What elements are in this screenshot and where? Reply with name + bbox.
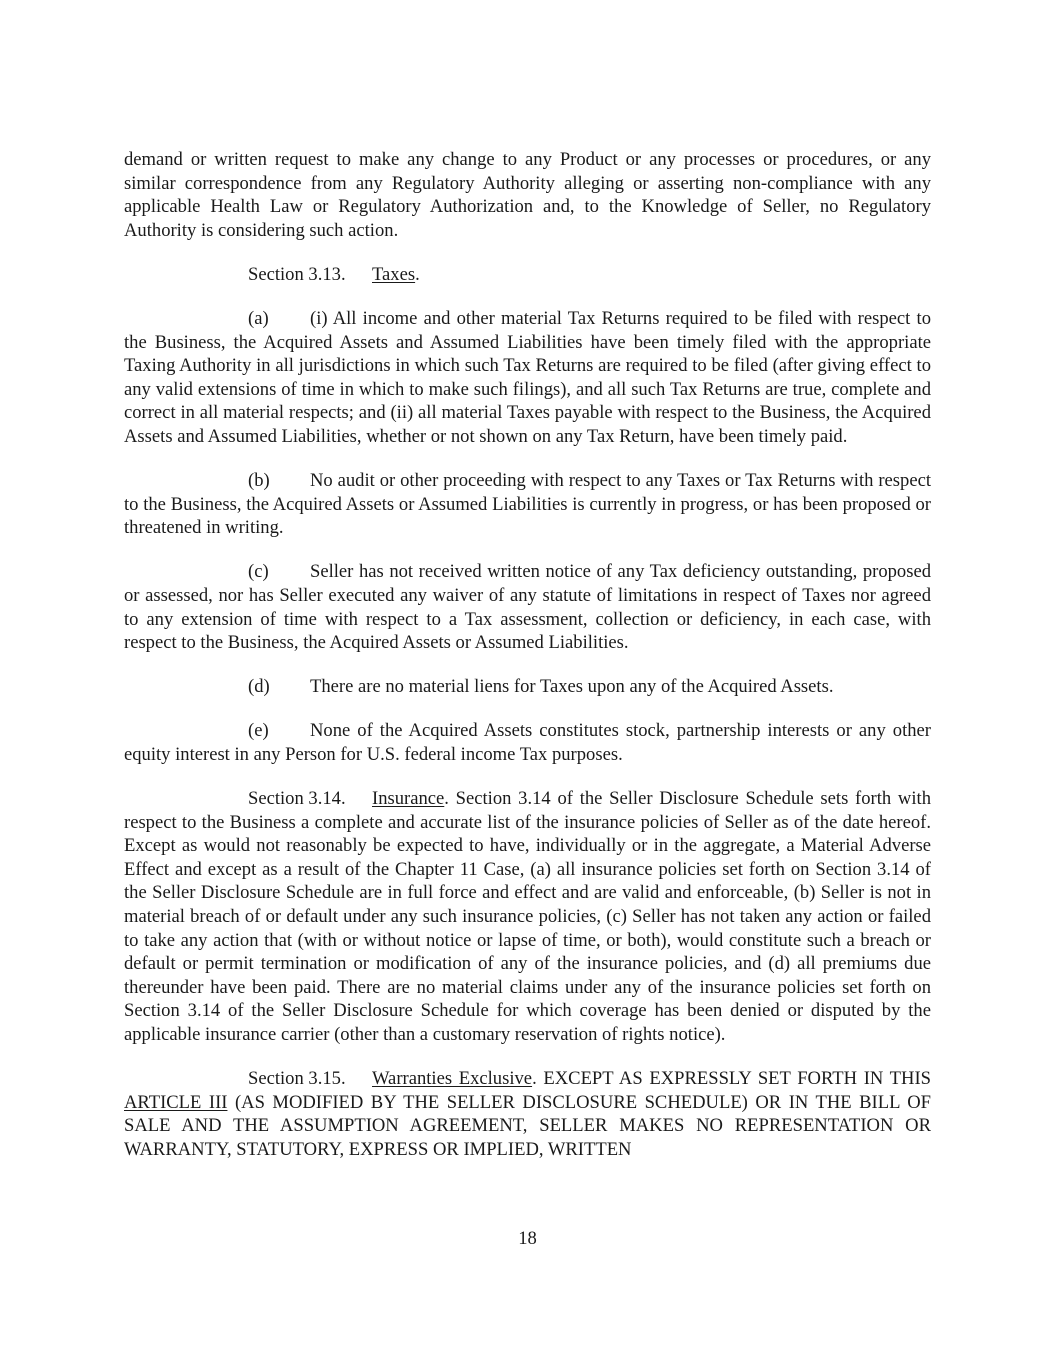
- item-text: (i) All income and other material Tax Returns required to be filed with respect to the Business, the Acquired Assets and Assumed Liabilities have been timely filed with the appropriate Taxing Authority in all jurisdictions in which such Tax Returns are required to be filed (after giving effect to any valid extensions of time in which to make such filings), and all such Tax Returns are true, complete and correct in all material respects; and (ii) all material Taxes payable with respect to the Business, the Acquired Assets and Assumed Liabilities, whether or not shown on any Tax Return, have been timely paid.: [124, 307, 931, 447]
- section-number: Section 3.13.: [248, 263, 346, 285]
- document-page: [124, 148, 931, 1182]
- item-text: None of the Acquired Assets constitutes stock, partnership interests or any other equity interest in any Person for U.S. federal income Tax purposes.: [124, 720, 931, 765]
- taxes-item-e: [124, 719, 931, 766]
- section-title: Insurance: [372, 787, 445, 809]
- item-text: Seller has not received written notice of any Tax deficiency outstanding, proposed or assessed, nor has Seller executed any waiver of any statute of limitations in respect of Taxes nor agreed to any extension of time with respect to a Tax assessment, collection or deficiency, in each case, with respect to the Business, the Acquired Assets or Assumed Liabilities.: [124, 561, 931, 654]
- item-label: (b): [248, 470, 270, 492]
- item-label: (e): [248, 720, 269, 742]
- section-3-14-paragraph: [124, 787, 931, 1047]
- item-text: No audit or other proceeding with respect to any Taxes or Tax Returns with respect to the Business, the Acquired Assets or Assumed Liabilities is currently in progress, or has been proposed or threatened in writing.: [124, 470, 931, 539]
- item-label: (c): [248, 561, 269, 583]
- taxes-item-a: [124, 307, 931, 449]
- section-3-15-paragraph: [124, 1067, 931, 1161]
- section-text-1: . EXCEPT AS EXPRESSLY SET FORTH IN THIS: [532, 1068, 931, 1089]
- item-label: (a): [248, 307, 269, 329]
- section-title: Taxes: [372, 263, 416, 285]
- section-text-2: (AS MODIFIED BY THE SELLER DISCLOSURE SCHEDULE) OR IN THE BILL OF SALE AND THE ASSUMPTION AGREEMENT, SELLER MAKES NO REPRESENTATION OR WARRANTY, STATUTORY, EXPRESS OR IMPLIED, WRITTEN: [124, 1091, 931, 1160]
- taxes-item-b: [124, 469, 931, 540]
- taxes-item-c: [124, 560, 931, 654]
- item-label: (d): [248, 676, 270, 698]
- intro-paragraph: demand or written request to make any change to any Product or any processes or procedures, or any similar correspondence from any Regulatory Authority alleging or asserting non-compliance with any applicable Health Law or Regulatory Authorization and, to the Knowledge of Seller, no Regulatory Authority is considering such action.: [124, 149, 931, 241]
- item-text: There are no material liens for Taxes upon any of the Acquired Assets.: [310, 676, 834, 698]
- article-reference: ARTICLE III: [124, 1091, 228, 1113]
- section-title-suffix: .: [415, 263, 420, 285]
- section-text: . Section 3.14 of the Seller Disclosure Schedule sets forth with respect to the Business a complete and accurate list of the insurance policies of Seller as of the date hereof. Except as would not reasonably be expected to have, individually or in the aggregate, a Material Adverse Effect and except as a result of the Chapter 11 Case, (a) all insurance policies set forth on Section 3.14 of the Seller Disclosure Schedule are in full force and effect and are valid and enforceable, (b) Seller is not in material breach of or default under any such insurance policies, (c) Seller has not taken any action or failed to take any action that (with or without notice or lapse of time, or both), would constitute such a breach or default or permit termination or modification of any of the insurance policies, and (d) all premiums due thereunder have been paid. There are no material claims under any of the insurance policies set forth on Section 3.14 of the Seller Disclosure Schedule for which coverage has been denied or disputed by the applicable insurance carrier (other than a customary reservation of rights notice).: [124, 787, 931, 1045]
- taxes-item-d: [124, 675, 931, 699]
- section-number: Section 3.15.: [248, 1068, 346, 1089]
- section-3-13-heading: [124, 263, 931, 287]
- page-number: 18: [518, 1228, 537, 1249]
- section-number: Section 3.14.: [248, 787, 346, 809]
- section-title: Warranties Exclusive: [372, 1068, 533, 1089]
